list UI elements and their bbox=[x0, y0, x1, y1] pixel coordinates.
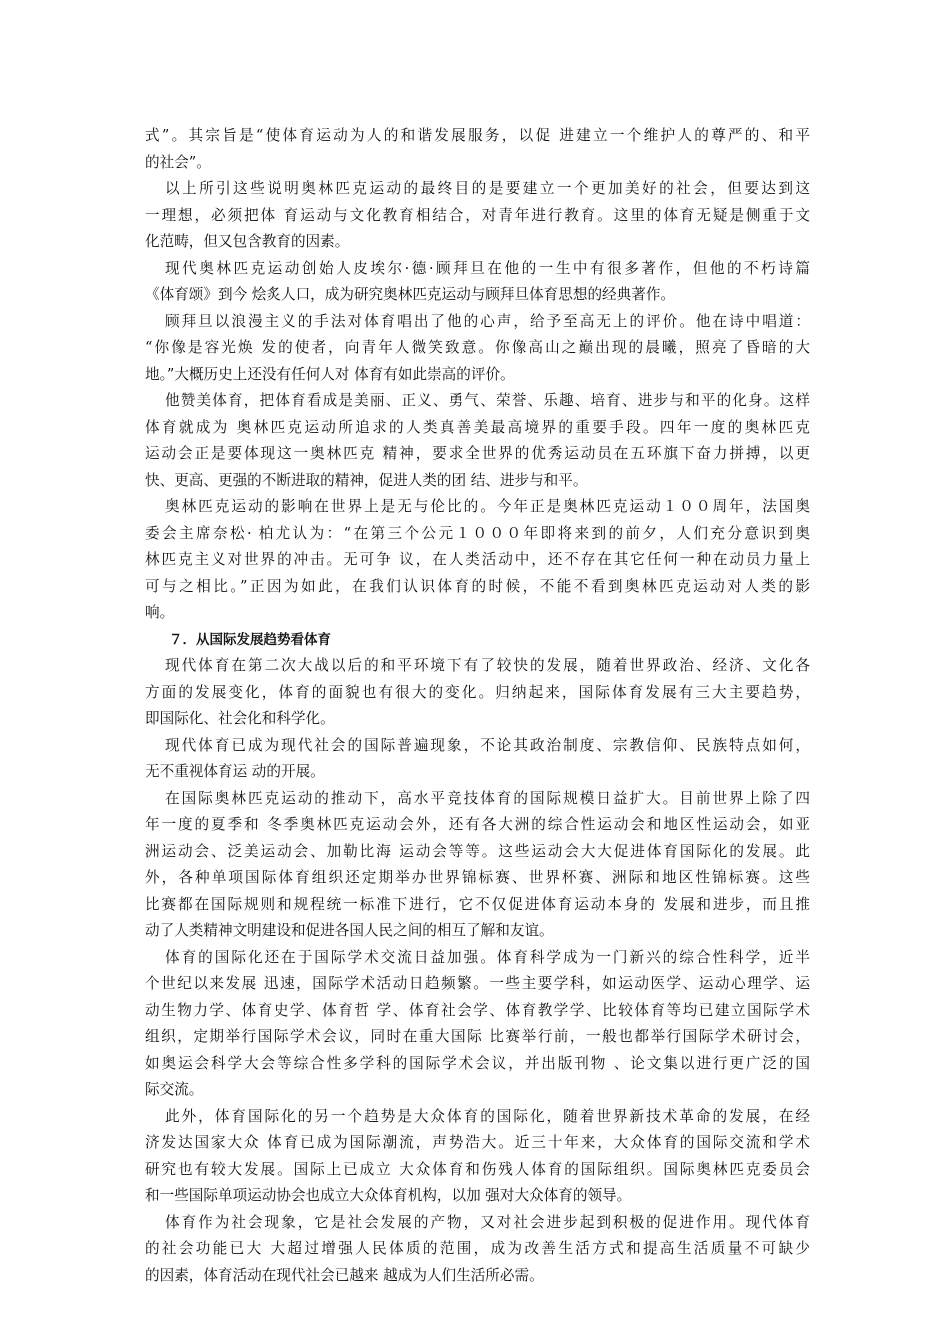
text-line: 《体育颂》到今 烩炙人口，成为研究奥林匹克运动与顾拜旦体育思想的经典著作。 bbox=[145, 286, 676, 303]
text-line: 他赞美体育，把体育看成是美丽、正义、勇气、荣誉、乐趣、培育、进步与和平的化身。这样 bbox=[165, 392, 810, 409]
text-line: 奥林匹克运动的影响在世界上是无与伦比的。今年正是奥林匹克运动１００周年，法国奥 bbox=[165, 498, 810, 515]
text-line: “你像是容光焕 发的使者，向青年人微笑致意。你像高山之巅出现的晨曦，照亮了昏暗的大 bbox=[145, 339, 810, 356]
text-line: 体育作为社会现象，它是社会发展的产物，又对社会进步起到积极的促进作用。现代体育 bbox=[165, 1213, 810, 1231]
text-line: 响。 bbox=[145, 604, 175, 621]
text-line: 地。”大概历史上还没有任何人对 体育有如此崇高的评价。 bbox=[145, 365, 515, 383]
text-line: 济发达国家大众 体育已成为国际潮流，声势浩大。近三十年来，大众体育的国际交流和学术 bbox=[145, 1134, 810, 1151]
text-line: 委会主席奈松· 柏尤认为：“在第三个公元１０００年即将来到的前夕，人们充分意识到奥 bbox=[145, 524, 810, 542]
text-line: 动生物力学、体育史学、体育哲 学、体育社会学、体育教学学、比较体育等均已建立国际学术 bbox=[145, 1001, 810, 1019]
text-line: 如奥运会科学大会等综合性多学科的国际学术会议，并出版刊物 、论文集以进行更广泛的国 bbox=[145, 1054, 810, 1072]
text-line: 现代体育在第二次大战以后的和平环境下有了较快的发展，随着世界政治、经济、文化各 bbox=[165, 657, 810, 674]
text-line: 化范畴，但又包含教育的因素。 bbox=[145, 233, 350, 250]
text-line: 现代体育已成为现代社会的国际普遍现象，不论其政治制度、宗教信仰、民族特点如何， bbox=[165, 736, 810, 754]
text-line: 际交流。 bbox=[145, 1081, 204, 1098]
text-line: 体育就成为 奥林匹克运动所追求的人类真善美最高境界的重要手段。四年一度的奥林匹克 bbox=[145, 418, 810, 436]
document-body bbox=[145, 123, 810, 1289]
text-line: 可与之相比。”正因为如此，在我们认识体育的时候，不能不看到奥林匹克运动对人类的影 bbox=[145, 577, 810, 595]
text-line: 组织，定期举行国际学术会议，同时在重大国际 比赛举行前，一般也都举行国际学术研讨会， bbox=[145, 1028, 810, 1045]
text-line: 比赛都在国际规则和规程统一标准下进行，它不仅促进体育运动本身的 发展和进步，而且推 bbox=[145, 895, 810, 913]
text-line: 研究也有较大发展。国际上已成立 大众体育和伤残人体育的国际组织。国际奥林匹克委员会 bbox=[145, 1160, 810, 1178]
text-line: 以上所引这些说明奥林匹克运动的最终目的是要建立一个更加美好的社会，但要达到这 bbox=[165, 180, 810, 197]
text-line: 顾拜旦以浪漫主义的手法对体育唱出了他的心声，给予至高无上的评价。他在诗中唱道： bbox=[165, 312, 810, 330]
text-line: 的社会功能已大 大超过增强人民体质的范围，成为改善生活方式和提高生活质量不可缺少 bbox=[145, 1240, 810, 1257]
text-line: 运动会正是要体现这一奥林匹克 精神，要求全世界的优秀运动员在五环旗下奋力拼搏，以更 bbox=[145, 445, 810, 462]
text-line: 动了人类精神文明建设和促进各国人民之间的相互了解和友谊。 bbox=[145, 922, 554, 939]
text-line: 的社会”。 bbox=[145, 153, 211, 171]
text-line: 即国际化、社会化和科学化。 bbox=[145, 710, 335, 727]
text-line: 快、更高、更强的不断进取的精神，促进人类的团 结、进步与和平。 bbox=[145, 471, 588, 489]
text-line: 个世纪以来发展 迅速，国际学术活动日趋频繁。一些主要学科，如运动医学、运动心理学、运 bbox=[145, 975, 810, 992]
text-line: 洲运动会、泛美运动会、加勒比海 运动会等等。这些运动会大大促进体育国际化的发展。此 bbox=[145, 842, 810, 860]
text-line: 在国际奥林匹克运动的推动下，高水平竞技体育的国际规模日益扩大。目前世界上除了四 bbox=[165, 789, 810, 807]
text-line: 和一些国际单项运动协会也成立大众体育机构，以加 强对大众体育的领导。 bbox=[145, 1187, 632, 1204]
text-line: 的因素，体育活动在现代社会已越来 越成为人们生活所必需。 bbox=[145, 1266, 544, 1284]
text-line: 方面的发展变化，体育的面貌也有很大的变化。归纳起来，国际体育发展有三大主要趋势， bbox=[145, 683, 810, 701]
text-line: 体育的国际化还在于国际学术交流日益加强。体育科学成为一门新兴的综合性科学，近半 bbox=[165, 948, 810, 966]
text-line: 一理想，必须把体 育运动与文化教育相结合，对青年进行教育。这里的体育无疑是侧重于文 bbox=[145, 206, 810, 224]
section-heading: ７．从国际发展趋势看体育 bbox=[169, 631, 331, 648]
text-line: 现代奥林匹克运动创始人皮埃尔·德·顾拜旦在他的一生中有很多著作，但他的不朽诗篇 bbox=[165, 259, 810, 277]
text-line: 式”。其宗旨是“使体育运动为人的和谐发展服务，以促 进建立一个维护人的尊严的、和平 bbox=[145, 127, 810, 144]
text-line: 年一度的夏季和 冬季奥林匹克运动会外，还有各大洲的综合性运动会和地区性运动会，如亚 bbox=[145, 816, 810, 833]
text-line: 无不重视体育运 动的开展。 bbox=[145, 763, 325, 780]
text-line: 外，各种单项国际体育组织还定期举办世界锦标赛、世界杯赛、洲际和地区性锦标赛。这些 bbox=[145, 869, 810, 886]
text-line: 林匹克主义对世界的冲击。无可争 议，在人类活动中，还不存在其它任何一种在动员力量上 bbox=[145, 551, 810, 568]
text-line: 此外，体育国际化的另一个趋势是大众体育的国际化，随着世界新技术革命的发展，在经 bbox=[165, 1107, 810, 1125]
